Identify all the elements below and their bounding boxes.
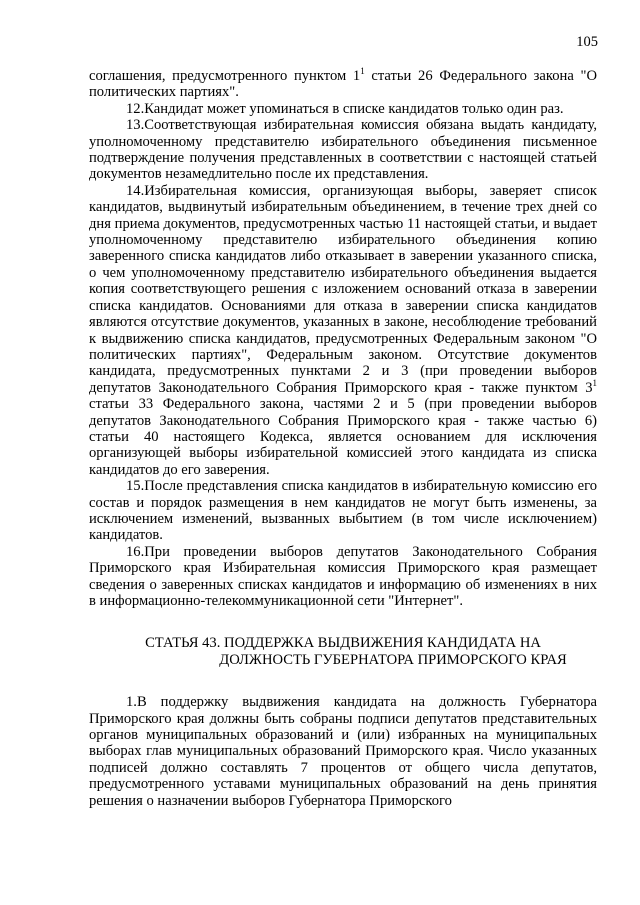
paragraph-a43p1	[89, 694, 597, 809]
text-run: статьи 26 Федерального закона "О политических партиях".	[89, 68, 597, 101]
superscript: 1	[360, 66, 365, 77]
text-run: 15.После представления списка кандидатов в избирательную комиссию его состав и порядок размещения в нем кандидатов не могут быть изменены, за исключением изменений, вызванных выбытием (в том числе исключением) кандидатов.	[89, 478, 597, 544]
article-heading	[89, 635, 597, 668]
text-run: 1.В поддержку выдвижения кандидата на должность Губернатора Приморского края должны быть собраны подписи депутатов представительных органов муниципальных образований и (или) избранных на муниципальных выборах глав муниципальных образований Приморского края. Число указанных подписей должно составлять 7 процентов от общего числа депутатов, предусмотренного уставами муниципальных образований на день принятия решения о назначении выборов Губернатора Приморского	[89, 694, 597, 809]
paragraph-p16	[89, 544, 597, 610]
paragraphs-before	[89, 68, 597, 609]
document-body	[89, 68, 597, 809]
paragraph-p-cont	[89, 68, 597, 101]
paragraph-p14	[89, 183, 597, 478]
text-run: 16.При проведении выборов депутатов Законодательного Собрания Приморского края Избирательная комиссия Приморского края размещает сведения о заверенных списках кандидатов и информацию об изменениях в них в информационно-телекоммуникационной сети "Интернет".	[89, 543, 597, 609]
page-number: 105	[576, 34, 598, 50]
article-heading-line-1: СТАТЬЯ 43. ПОДДЕРЖКА ВЫДВИЖЕНИЯ КАНДИДАТА НА	[145, 635, 541, 652]
text-run: 14.Избирательная комиссия, организующая выборы, заверяет список кандидатов, выдвинутый избирательным объединением, в течение трех дней со дня приема документов, предусмотренных частью 11 настоящей статьи, и выдает уполномоченному представителю избирательного объединения копию заверенного списка кандидатов либо отказывает в заверении указанного списка, о чем уполномоченному представителю избирательного объединения выдается копия соответствующего решения с изложением оснований отказа в заверении списка кандидатов. Основаниями для отказа в заверении списка кандидатов являются отсутствие документов, указанных в законе, несоблюдение требований к выдвижению списка кандидатов, предусмотренных Федеральным законом "О политических партиях", Федеральным законом. Отсутствие документов кандидата, предусмотренных пунктами 2 и 3 (при проведении выборов депутатов Законодательного Собрания Приморского края - также пунктом 3	[89, 182, 597, 396]
paragraph-p12	[89, 101, 597, 117]
paragraph-p15	[89, 478, 597, 544]
article-heading-line-2: ДОЛЖНОСТЬ ГУБЕРНАТОРА ПРИМОРСКОГО КРАЯ	[219, 651, 567, 668]
text-run: 12.Кандидат может упоминаться в списке кандидатов только один раз.	[126, 100, 564, 117]
superscript: 1	[592, 377, 597, 388]
paragraphs-after	[89, 694, 597, 809]
text-run: статьи 33 Федерального закона, частями 2 и 5 (при проведении выборов депутатов Законодательного Собрания Приморского края - также частью 6) статьи 40 настоящего Кодекса, является основанием для исключения организующей выборы избирательной комиссией этого кандидата из списка кандидатов до его заверения.	[89, 396, 597, 478]
paragraph-p13	[89, 117, 597, 183]
text-run: 13.Соответствующая избирательная комиссия обязана выдать кандидату, уполномоченному представителю избирательного объединения письменное подтверждение получения представленных в соответствии с настоящей статьей документов незамедлительно после их представления.	[89, 117, 597, 183]
text-run: соглашения, предусмотренного пунктом 1	[89, 68, 361, 84]
